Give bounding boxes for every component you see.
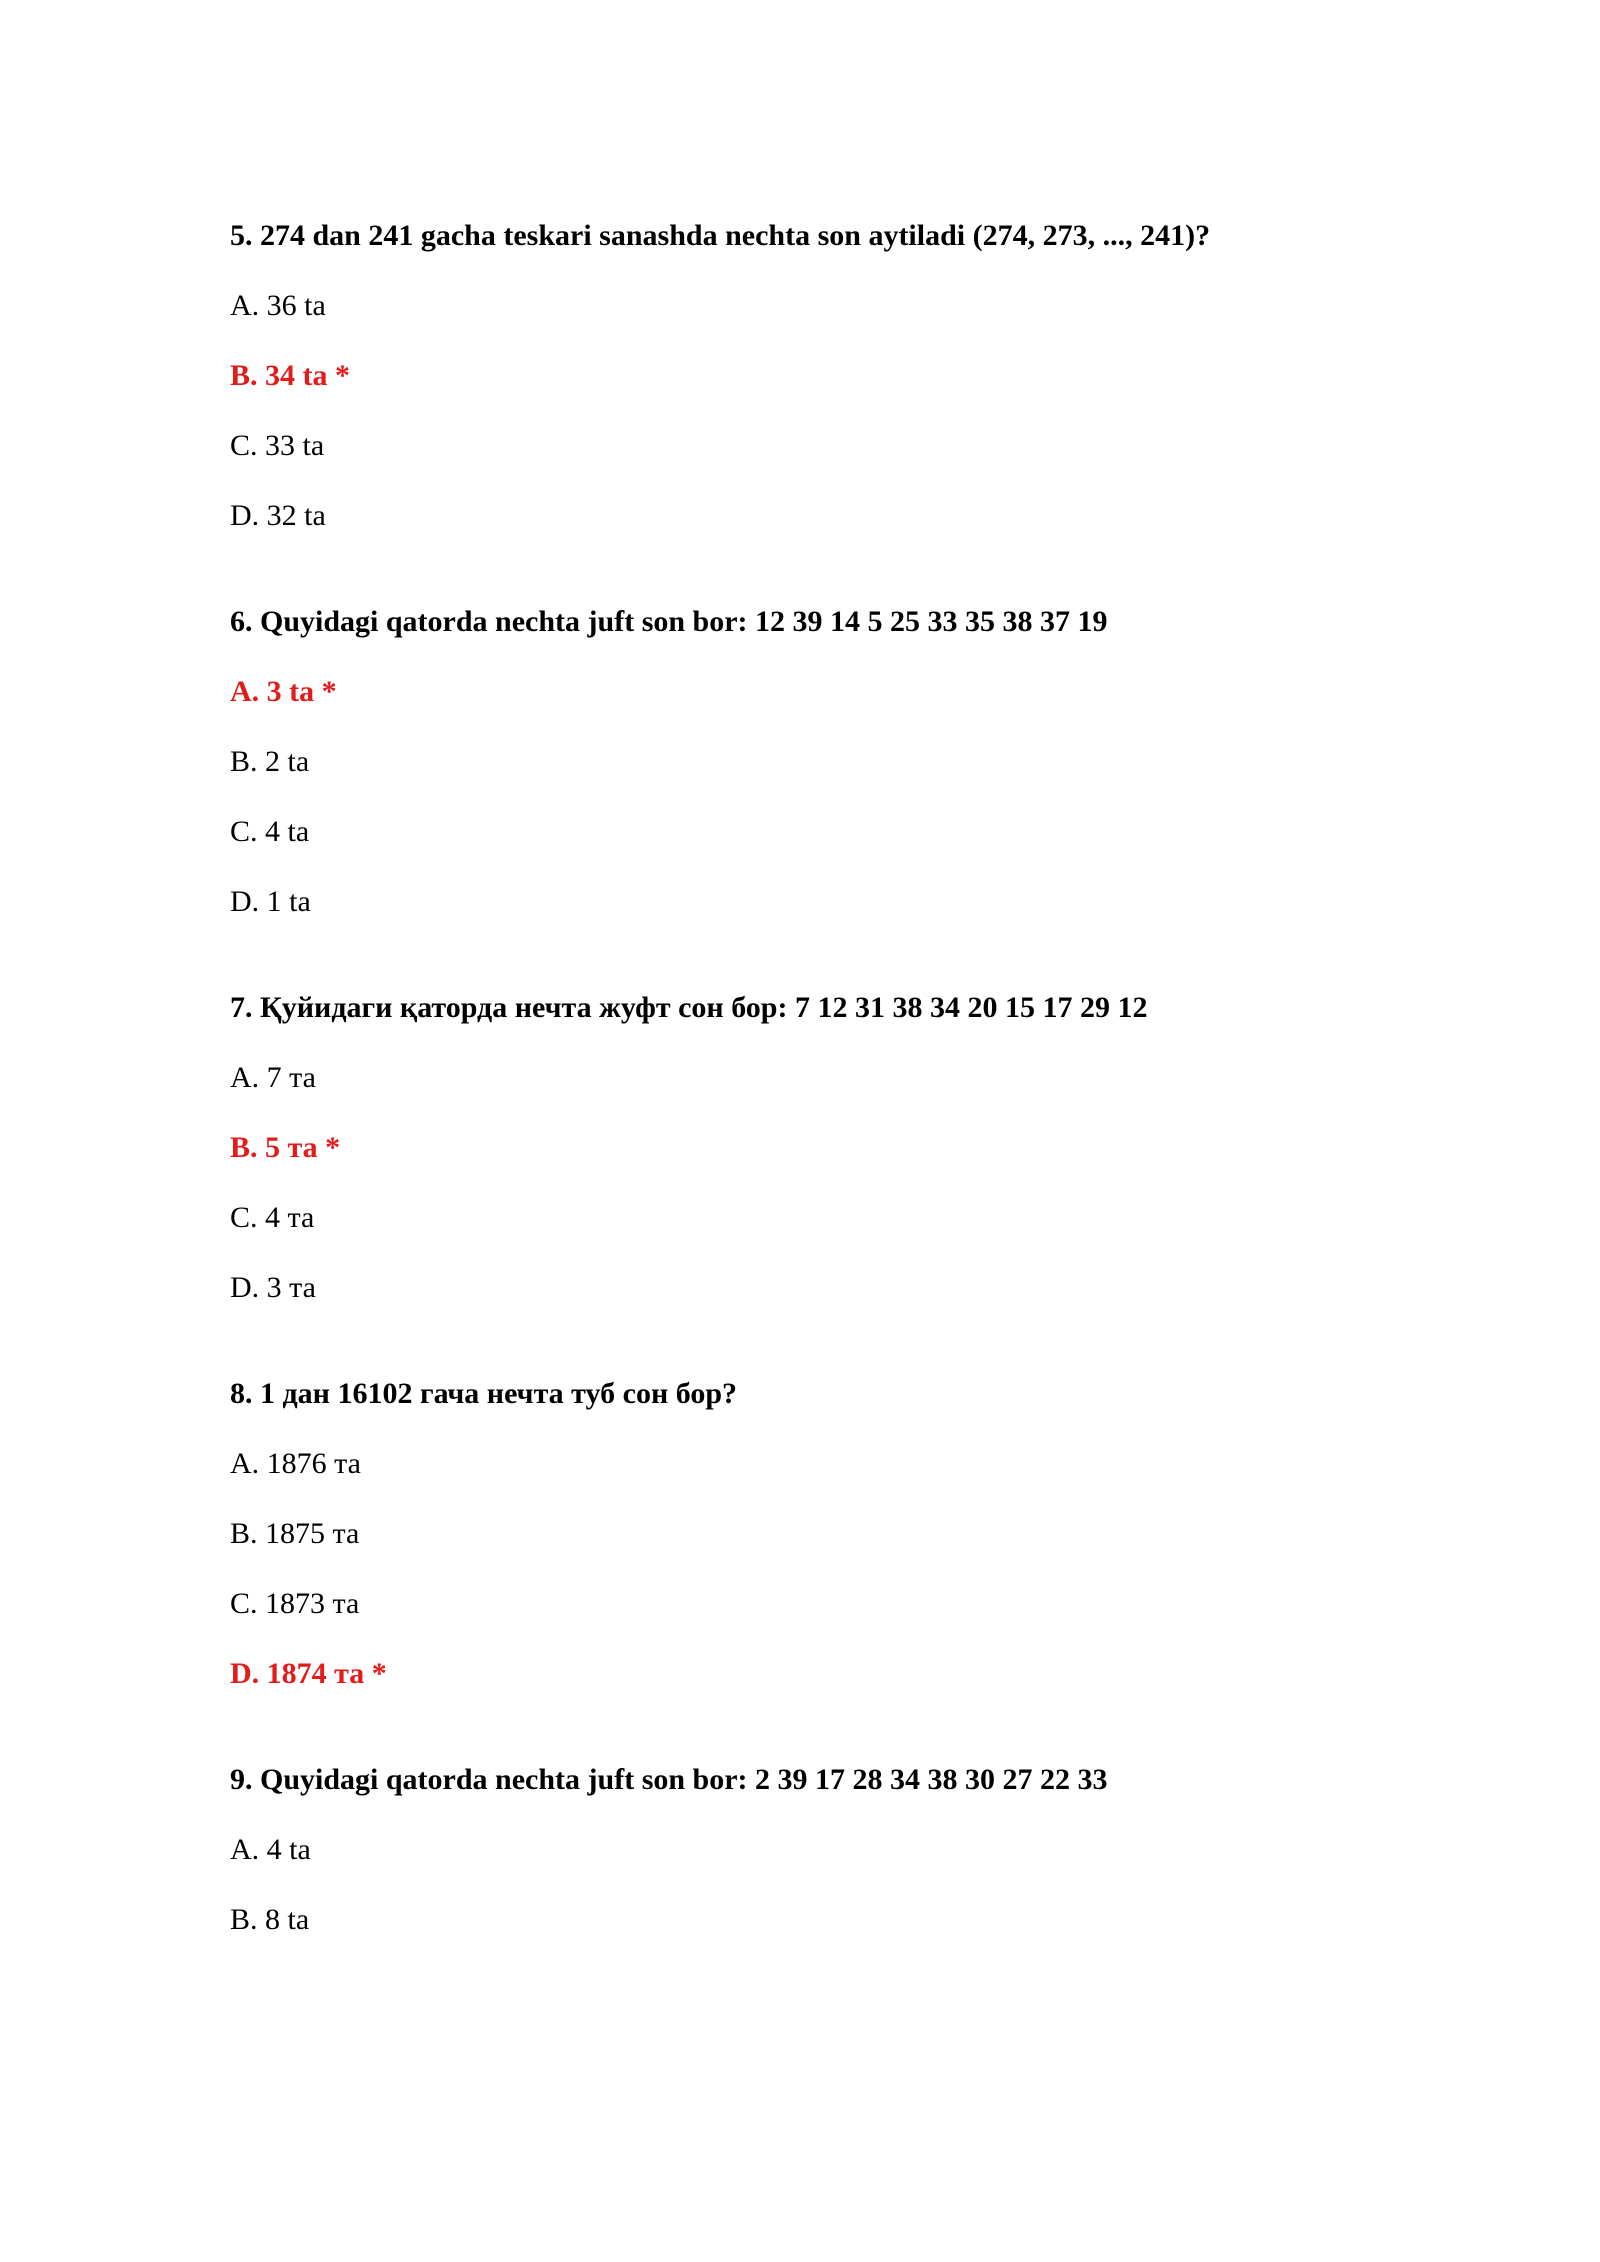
answer-option: D. 32 ta [230,499,326,532]
correct-answer-option: D. 1874 та * [230,1657,387,1690]
question-6 [230,604,1530,920]
answer-option: B. 2 ta [230,745,310,778]
answer-option: A. 1876 та [230,1447,361,1480]
question-text: 5. 274 dan 241 gacha teskari sanashda nechta son aytiladi (274, 273, ..., 241)? [230,219,1211,252]
question-7 [230,990,1530,1306]
question-8 [230,1376,1530,1692]
answer-option: C. 4 ta [230,815,310,848]
answer-option: D. 3 та [230,1271,316,1304]
question-text: 9. Quyidagi qatorda nechta juft son bor: 2 39 17 28 34 38 30 27 22 33 [230,1763,1108,1796]
question-text: 6. Quyidagi qatorda nechta juft son bor: 12 39 14 5 25 33 35 38 37 19 [230,605,1108,638]
answer-option: C. 4 та [230,1201,315,1234]
question-text: 8. 1 дан 16102 гача нечта туб сон бор? [230,1377,738,1410]
answer-option: B. 8 ta [230,1903,310,1936]
correct-answer-option: B. 5 та * [230,1131,341,1164]
question-text: 7. Қуйидаги қаторда нечта жуфт сон бор: 7 12 31 38 34 20 15 17 29 12 [230,991,1148,1024]
answer-option: B. 1875 та [230,1517,360,1550]
question-5 [230,218,1530,534]
question-list [230,218,1530,2008]
answer-option: C. 1873 та [230,1587,360,1620]
answer-option: A. 7 та [230,1061,316,1094]
answer-option: A. 4 ta [230,1833,311,1866]
answer-option: A. 36 ta [230,289,326,322]
answer-option: D. 1 ta [230,885,311,918]
answer-option: C. 33 ta [230,429,325,462]
correct-answer-option: A. 3 ta * [230,675,337,708]
question-9 [230,1762,1530,1938]
correct-answer-option: B. 34 ta * [230,359,350,392]
